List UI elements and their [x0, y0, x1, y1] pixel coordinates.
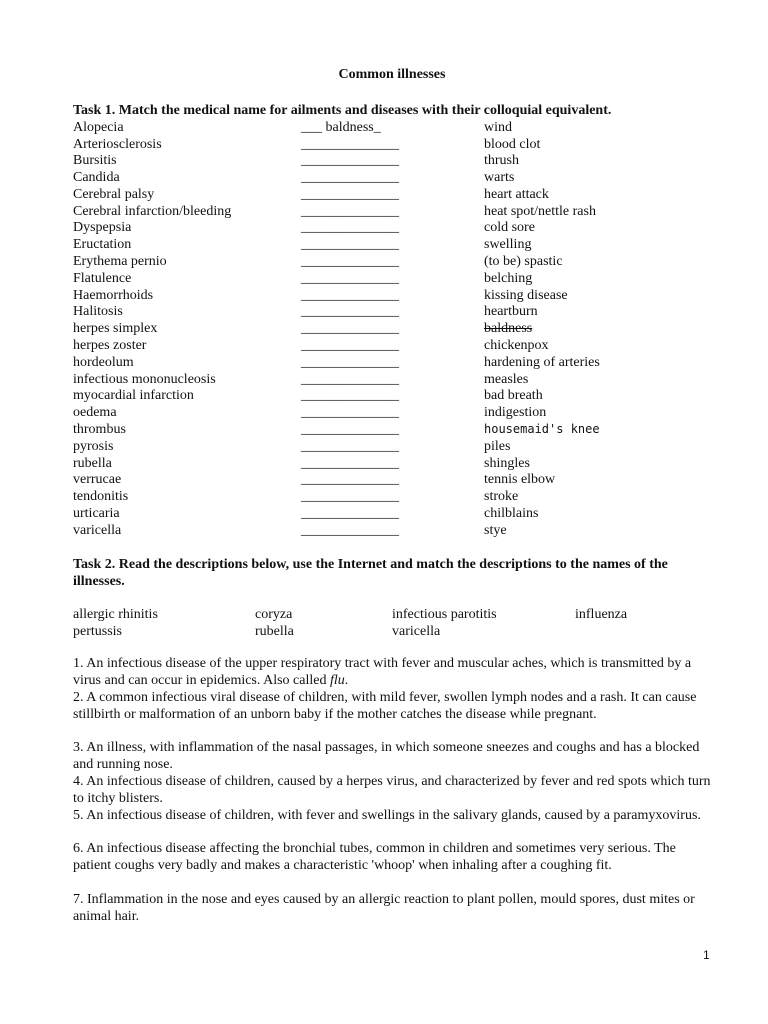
page-number: 1	[703, 948, 710, 962]
colloquial-term: stroke	[484, 489, 519, 504]
table-row	[73, 505, 723, 522]
answer-blank[interactable]: ______________	[301, 355, 399, 370]
answer-blank[interactable]: ______________	[301, 170, 399, 185]
medical-term: Cerebral palsy	[73, 187, 155, 202]
medical-term: myocardial infarction	[73, 388, 194, 403]
medical-term: Dyspepsia	[73, 220, 132, 235]
table-row	[73, 119, 723, 136]
description-item: 3. An illness, with inflammation of the nasal passages, in which someone sneezes and coughs and has a blocked and running nose.	[73, 740, 700, 772]
answer-blank[interactable]: ______________	[301, 220, 399, 235]
description-tail: .	[344, 672, 349, 688]
description-text: 1. An infectious disease of the upper respiratory tract with fever and muscular aches, which is transmitted by a virus and can occur in epidemics. Also called	[73, 656, 692, 688]
medical-term: Candida	[73, 170, 120, 185]
colloquial-term: piles	[484, 439, 511, 454]
colloquial-term: heartburn	[484, 304, 538, 319]
table-row	[73, 488, 723, 505]
medical-term: urticaria	[73, 506, 120, 521]
answer-blank[interactable]: ______________	[301, 271, 399, 286]
medical-term: Eructation	[73, 237, 132, 252]
medical-term: thrombus	[73, 422, 126, 437]
medical-term: herpes zoster	[73, 338, 147, 353]
answer-blank[interactable]: ______________	[301, 439, 399, 454]
colloquial-term: blood clot	[484, 137, 541, 152]
medical-term: Erythema pernio	[73, 254, 167, 269]
table-row	[73, 404, 723, 421]
table-row	[73, 169, 723, 186]
answer-blank[interactable]: ______________	[301, 304, 399, 319]
answer-blank[interactable]: ______________	[301, 388, 399, 403]
medical-term: infectious mononucleosis	[73, 372, 216, 387]
table-row	[73, 354, 723, 371]
colloquial-term: shingles	[484, 456, 530, 471]
colloquial-term: tennis elbow	[484, 472, 556, 487]
answer-blank[interactable]: ___ baldness_	[301, 120, 381, 135]
medical-term: Cerebral infarction/bleeding	[73, 204, 232, 219]
illness-word: infectious parotitis	[392, 607, 497, 622]
answer-blank[interactable]: ______________	[301, 372, 399, 387]
table-row	[73, 236, 723, 253]
answer-blank[interactable]: ______________	[301, 523, 399, 538]
medical-term: verrucae	[73, 472, 122, 487]
table-row	[73, 219, 723, 236]
colloquial-term: housemaid's knee	[484, 422, 600, 436]
description-item: 2. A common infectious viral disease of children, with mild fever, swollen lymph nodes and a rash. It can cause stillbirth or malformation of an unborn baby if the mother catches the disease while pregnant.	[73, 690, 697, 722]
task1-heading: Task 1. Match the medical name for ailments and diseases with their colloquial equivalent.	[73, 103, 612, 118]
answer-blank[interactable]: ______________	[301, 405, 399, 420]
colloquial-term: measles	[484, 372, 529, 387]
colloquial-term: chilblains	[484, 506, 539, 521]
description-emphasis: flu	[329, 672, 345, 688]
medical-term: tendonitis	[73, 489, 129, 504]
colloquial-term: bad breath	[484, 388, 543, 403]
description-item: 5. An infectious disease of children, with fever and swellings in the salivary glands, caused by a paramyxovirus.	[73, 808, 701, 823]
table-row	[73, 186, 723, 203]
table-row	[73, 438, 723, 455]
answer-blank[interactable]: ______________	[301, 472, 399, 487]
colloquial-term: indigestion	[484, 405, 547, 420]
medical-term: Bursitis	[73, 153, 117, 168]
description-item: 7. Inflammation in the nose and eyes caused by an allergic reaction to plant pollen, mould spores, dust mites or animal hair.	[73, 892, 695, 924]
answer-blank[interactable]: ______________	[301, 456, 399, 471]
table-row	[73, 303, 723, 320]
table-row	[73, 371, 723, 388]
medical-term: oedema	[73, 405, 117, 420]
description-item	[73, 656, 713, 690]
table-row	[73, 471, 723, 488]
answer-blank[interactable]: ______________	[301, 187, 399, 202]
colloquial-term: (to be) spastic	[484, 254, 563, 269]
table-row	[73, 455, 723, 472]
table-row	[73, 522, 723, 539]
medical-term: Alopecia	[73, 120, 124, 135]
colloquial-term: belching	[484, 271, 533, 286]
colloquial-term: thrush	[484, 153, 519, 168]
table-row	[73, 320, 723, 337]
illness-word: pertussis	[73, 624, 122, 639]
table-row	[73, 337, 723, 354]
description-item: 6. An infectious disease affecting the bronchial tubes, common in children and sometimes very serious. The patient coughs very badly and makes a characteristic 'whoop' when inhaling after a coughing fit.	[73, 841, 676, 873]
medical-term: Flatulence	[73, 271, 132, 286]
colloquial-term: kissing disease	[484, 288, 568, 303]
colloquial-term: heat spot/nettle rash	[484, 204, 596, 219]
colloquial-term: wind	[484, 120, 512, 135]
table-row	[73, 253, 723, 270]
description-item: 4. An infectious disease of children, caused by a herpes virus, and characterized by fever and red spots which turn to itchy blisters.	[73, 774, 711, 806]
illness-word: allergic rhinitis	[73, 607, 158, 622]
illness-word: coryza	[255, 607, 293, 622]
task2-heading: Task 2. Read the descriptions below, use the Internet and match the descriptions to the names of the illnesses.	[73, 557, 668, 589]
colloquial-term: chickenpox	[484, 338, 549, 353]
colloquial-term-crossed-out: baldness	[484, 321, 533, 336]
medical-term: Arteriosclerosis	[73, 137, 162, 152]
medical-term: varicella	[73, 523, 122, 538]
table-row	[73, 270, 723, 287]
illness-word: varicella	[392, 624, 441, 639]
answer-blank[interactable]: ______________	[301, 489, 399, 504]
table-row	[73, 287, 723, 304]
table-row	[73, 387, 723, 404]
colloquial-term: swelling	[484, 237, 532, 252]
answer-blank[interactable]: ______________	[301, 153, 399, 168]
answer-blank[interactable]: ______________	[301, 321, 399, 336]
answer-blank[interactable]: ______________	[301, 422, 399, 437]
answer-blank[interactable]: ______________	[301, 254, 399, 269]
table-row	[73, 136, 723, 153]
answer-blank[interactable]: ______________	[301, 288, 399, 303]
illness-word: rubella	[255, 624, 294, 639]
colloquial-term: stye	[484, 523, 507, 538]
table-row	[73, 421, 723, 438]
table-row	[73, 203, 723, 220]
illness-word: influenza	[575, 607, 628, 622]
medical-term: hordeolum	[73, 355, 134, 370]
medical-term: herpes simplex	[73, 321, 158, 336]
colloquial-term: cold sore	[484, 220, 535, 235]
answer-blank[interactable]: ______________	[301, 204, 399, 219]
answer-blank[interactable]: ______________	[301, 137, 399, 152]
answer-blank[interactable]: ______________	[301, 506, 399, 521]
answer-blank[interactable]: ______________	[301, 237, 399, 252]
medical-term: Halitosis	[73, 304, 123, 319]
page-title: Common illnesses	[338, 67, 446, 82]
answer-blank[interactable]: ______________	[301, 338, 399, 353]
colloquial-term: hardening of arteries	[484, 355, 600, 370]
table-row	[73, 152, 723, 169]
colloquial-term: warts	[484, 170, 515, 185]
medical-term: pyrosis	[73, 439, 114, 454]
medical-term: rubella	[73, 456, 112, 471]
medical-term: Haemorrhoids	[73, 288, 154, 303]
colloquial-term: heart attack	[484, 187, 549, 202]
